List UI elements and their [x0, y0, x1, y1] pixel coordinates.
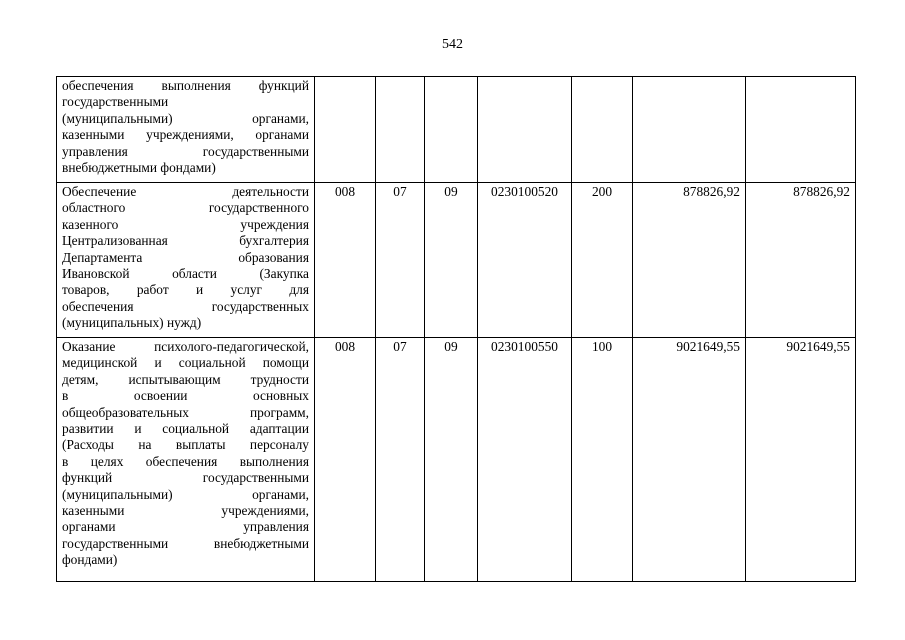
subsection-code: 09 — [425, 183, 478, 338]
row-description — [57, 183, 315, 338]
description-line: (муниципальными) органами, — [62, 486, 309, 502]
description-line: Централизованная бухгалтерия — [62, 233, 309, 249]
description-line: в освоении основных — [62, 388, 309, 404]
description-line: Департамента образования — [62, 249, 309, 265]
description-line: Обеспечение деятельности — [62, 184, 309, 199]
description-line: товаров, работ и услуг для — [62, 282, 309, 298]
description-line: внебюджетными фондами) — [62, 160, 216, 176]
table-row — [57, 338, 856, 582]
target-code: 0230100550 — [478, 338, 572, 582]
description-line: Оказание психолого-педагогической, — [62, 339, 309, 354]
expense-type-code: 200 — [572, 183, 633, 338]
description-line: фондами) — [62, 552, 118, 568]
section-code: 07 — [376, 183, 425, 338]
description-line: казенными учреждениями, органами — [62, 127, 309, 143]
description-line: (Расходы на выплаты персоналу — [62, 437, 309, 453]
ministry-code: 008 — [315, 338, 376, 582]
section-code: 07 — [376, 338, 425, 582]
amount-2 — [746, 77, 856, 183]
description-line: казенными учреждениями, — [62, 503, 309, 519]
description-line: государственными — [62, 94, 169, 110]
description-line: Ивановской области (Закупка — [62, 266, 309, 282]
amount-1: 878826,92 — [633, 183, 746, 338]
expense-type-code: 100 — [572, 338, 633, 582]
description-line: развитии и социальной адаптации — [62, 421, 309, 437]
table-row — [57, 183, 856, 338]
subsection-code: 09 — [425, 338, 478, 582]
description-line: функций государственными — [62, 470, 309, 486]
budget-table — [56, 76, 856, 582]
target-code — [478, 77, 572, 183]
ministry-code — [315, 77, 376, 183]
subsection-code — [425, 77, 478, 183]
description-line: управления государственными — [62, 143, 309, 159]
description-line: (муниципальными) органами, — [62, 110, 309, 126]
expense-type-code — [572, 77, 633, 183]
ministry-code: 008 — [315, 183, 376, 338]
amount-2: 9021649,55 — [746, 338, 856, 582]
table-row — [57, 77, 856, 183]
target-code: 0230100520 — [478, 183, 572, 338]
description-line: (муниципальных) нужд) — [62, 315, 202, 331]
section-code — [376, 77, 425, 183]
description-line: медицинской и социальной помощи — [62, 355, 309, 371]
page-number: 542 — [442, 37, 463, 52]
description-line: государственными внебюджетными — [62, 535, 309, 551]
description-line: общеобразовательных программ, — [62, 404, 309, 420]
description-line: в целях обеспечения выполнения — [62, 453, 309, 469]
amount-1 — [633, 77, 746, 183]
description-line: областного государственного — [62, 200, 309, 216]
description-line: органами управления — [62, 519, 309, 535]
amount-2: 878826,92 — [746, 183, 856, 338]
row-description — [57, 77, 315, 183]
row-description — [57, 338, 315, 582]
description-line: обеспечения государственных — [62, 298, 309, 314]
description-line: обеспечения выполнения функций — [62, 78, 309, 93]
description-line: казенного учреждения — [62, 216, 309, 232]
description-line: детям, испытывающим трудности — [62, 371, 309, 387]
amount-1: 9021649,55 — [633, 338, 746, 582]
